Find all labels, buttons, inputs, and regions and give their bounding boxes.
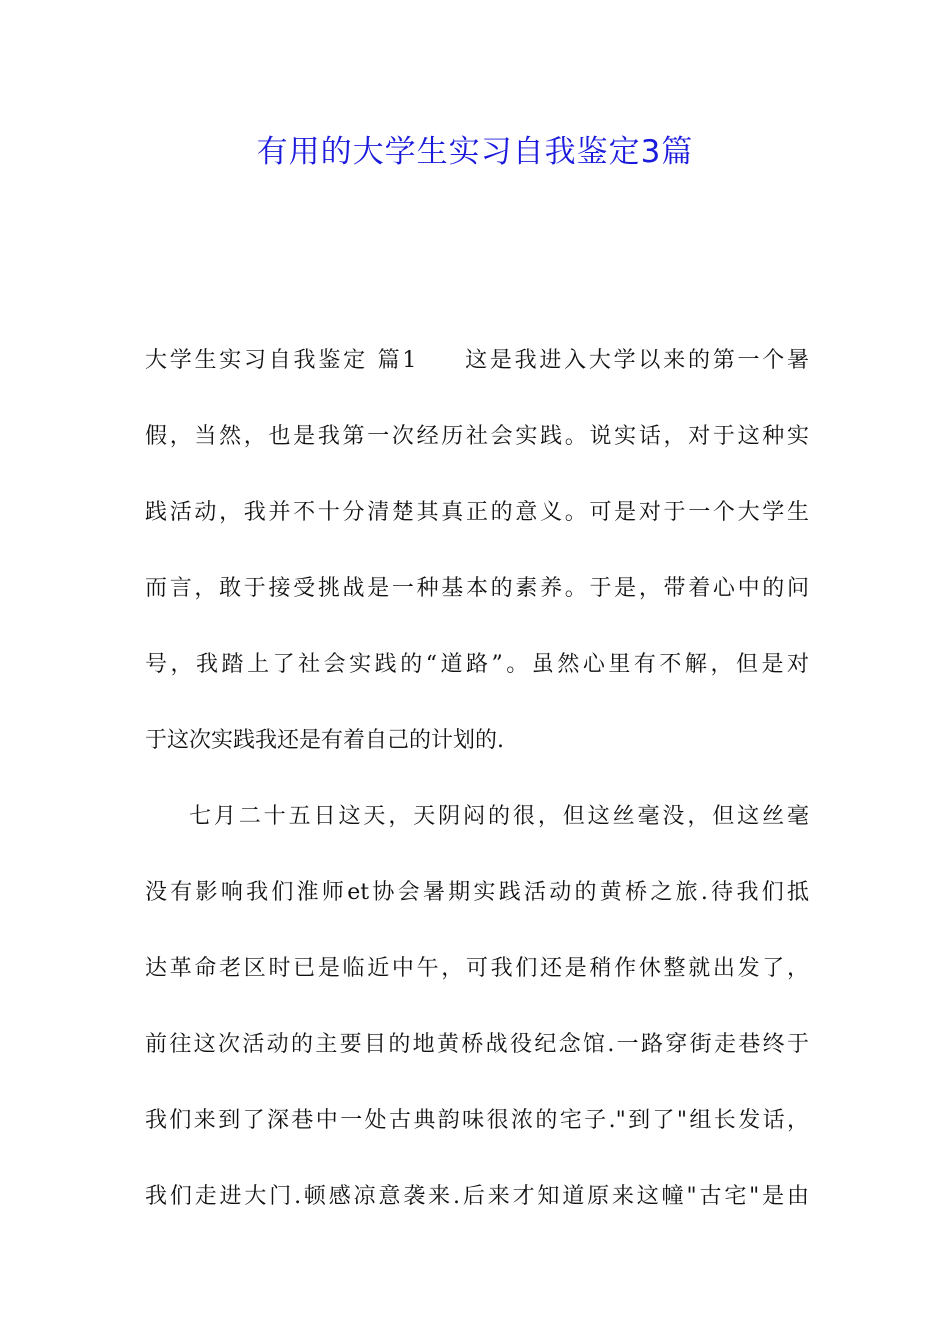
paragraph-line: 我们走进大门.顿感凉意袭来.后来才知道原来这幢"古宅"是由 — [145, 1184, 809, 1209]
document-body — [145, 336, 809, 1248]
paragraph-line: 号，我踏上了社会实践的“道路”。虽然心里有不解，但是对 — [145, 652, 809, 677]
paragraph-line: 而言，敢于接受挑战是一种基本的素养。于是，带着心中的问 — [145, 576, 809, 601]
paragraph-line: 于这次实践我还是有着自己的计划的. — [145, 728, 504, 753]
paragraph-line: 前往这次活动的主要目的地黄桥战役纪念馆.一路穿街走巷终于 — [145, 1032, 809, 1057]
paragraph-line — [145, 336, 809, 386]
paragraph-line: 假，当然，也是我第一次经历社会实践。说实话，对于这种实 — [145, 424, 809, 449]
paragraph-text: 这是我进入大学以来的第一个暑 — [462, 348, 809, 373]
paragraph-line: 没有影响我们淮师et协会暑期实践活动的黄桥之旅.待我们抵 — [145, 880, 809, 905]
paragraph-line: 我们来到了深巷中一处古典韵味很浓的宅子."到了"组长发话， — [145, 1108, 809, 1133]
section-heading: 大学生实习自我鉴定 篇1 — [145, 348, 417, 373]
document-title: 有用的大学生实习自我鉴定3篇 — [256, 134, 694, 170]
paragraph-line: 七月二十五日这天，天阴闷的很，但这丝毫没，但这丝毫 — [189, 804, 809, 829]
paragraph-line: 达革命老区时已是临近中午，可我们还是稍作休整就出发了， — [145, 956, 809, 981]
paragraph-line: 践活动，我并不十分清楚其真正的意义。可是对于一个大学生 — [145, 500, 809, 525]
